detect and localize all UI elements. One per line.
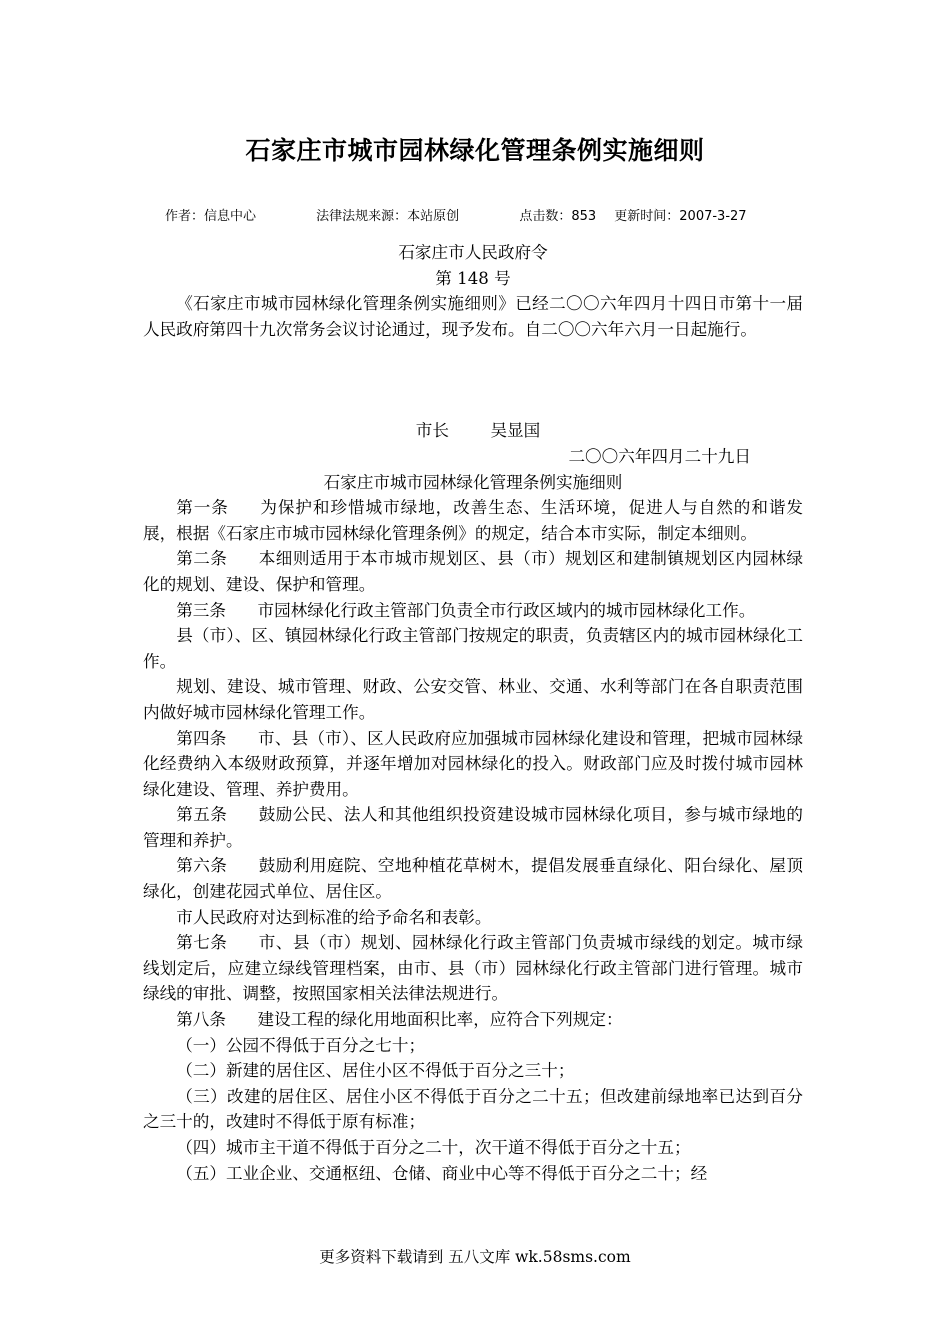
- article-paragraph: [143, 623, 803, 674]
- meta-source: 法律法规来源：本站原创: [316, 209, 460, 224]
- article-paragraph: [143, 802, 803, 853]
- article-label: 第六条: [176, 856, 228, 876]
- meta-clicks: 点击数：853: [519, 209, 597, 224]
- article-paragraph: [143, 1058, 803, 1084]
- order-number: 第 148 号: [435, 268, 511, 288]
- article-label: 第七条: [176, 933, 228, 953]
- article-paragraph: [143, 598, 803, 624]
- mayor-signature: [143, 418, 803, 444]
- document-body: [143, 240, 803, 1186]
- article-label: 第五条: [176, 805, 228, 825]
- article-label: 第一条: [176, 498, 229, 518]
- article-paragraph: [143, 930, 803, 1007]
- order-intro: 《石家庄市城市园林绿化管理条例实施细则》已经二〇〇六年四月十四日市第十一届人民政府第四十九次常务会议讨论通过，现予发布。自二〇〇六年六月一日起施行。: [143, 294, 803, 339]
- article-paragraph: [143, 1033, 803, 1059]
- article-paragraph: [143, 1007, 803, 1033]
- article-text: （五）工业企业、交通枢纽、仓储、商业中心等不得低于百分之二十；经: [176, 1163, 708, 1183]
- article-text: 鼓励公民、法人和其他组织投资建设城市园林绿化项目，参与城市绿地的管理和养护。: [143, 805, 803, 850]
- article-meta: [165, 205, 865, 224]
- footer-note: 更多资料下载请到 五八文库 wk.58sms.com: [319, 1248, 631, 1266]
- article-text: （一）公园不得低于百分之七十；: [176, 1035, 426, 1055]
- article-paragraph: [143, 1161, 803, 1187]
- article-label: 第四条: [176, 728, 227, 748]
- article-text: 市、县（市）规划、园林绿化行政主管部门负责城市绿线的划定。城市绿线划定后，应建立绿线管理档案，由市、县（市）园林绿化行政主管部门进行管理。城市绿线的审批、调整，按照国家相关法律法规进行。: [143, 933, 803, 1004]
- article-text: （四）城市主干道不得低于百分之二十，次干道不得低于百分之十五；: [176, 1138, 691, 1157]
- article-label: 第二条: [176, 549, 228, 569]
- article-text: 县（市）、区、镇园林绿化行政主管部门按规定的职责，负责辖区内的城市园林绿化工作。: [143, 626, 803, 671]
- article-label: 第三条: [176, 600, 226, 620]
- article-text: （三）改建的居住区、居住小区不得低于百分之二十五；但改建前绿地率已达到百分之三十的，改建时不得低于原有标准；: [143, 1086, 803, 1132]
- article-text: 规划、建设、城市管理、财政、公安交管、林业、交通、水利等部门在各自职责范围内做好城市园林绿化管理工作。: [143, 677, 803, 722]
- article-text: 市、县（市）、区人民政府应加强城市园林绿化建设和管理，把城市园林绿化经费纳入本级财政预算，并逐年增加对园林绿化的投入。财政部门应及时拨付城市园林绿化建设、管理、养护费用。: [143, 728, 804, 799]
- article-paragraph: [143, 674, 803, 725]
- article-paragraph: [143, 495, 803, 546]
- document-title: 石家庄市城市园林绿化管理条例实施细则: [245, 136, 705, 165]
- spacer: [143, 342, 803, 418]
- meta-updated: 更新时间：2007-3-27: [614, 209, 747, 224]
- article-paragraph: [143, 1135, 803, 1161]
- article-text: 市人民政府对达到标准的给予命名和表彰。: [176, 907, 492, 927]
- article-text: 市园林绿化行政主管部门负责全市行政区域内的城市园林绿化工作。: [257, 600, 756, 620]
- mayor-label: 市长: [415, 421, 449, 441]
- articles-list: [143, 495, 803, 1186]
- article-text: （二）新建的居住区、居住小区不得低于百分之三十；: [176, 1061, 575, 1081]
- article-text: 鼓励利用庭院、空地种植花草树木，提倡发展垂直绿化、阳台绿化、屋顶绿化，创建花园式单位、居住区。: [143, 856, 803, 902]
- regulation-title: 石家庄市城市园林绿化管理条例实施细则: [323, 472, 623, 492]
- article-label: 第八条: [176, 1010, 226, 1030]
- article-text: 为保护和珍惜城市绿地，改善生态、生活环境，促进人与自然的和谐发展，根据《石家庄市城市园林绿化管理条例》的规定，结合本市实际，制定本细则。: [143, 498, 803, 543]
- meta-author: 作者：信息中心: [165, 209, 257, 224]
- order-date: 二〇〇六年四月二十九日: [568, 446, 751, 466]
- article-paragraph: [143, 546, 803, 597]
- article-text: 建设工程的绿化用地面积比率，应符合下列规定：: [257, 1010, 623, 1030]
- mayor-name: 吴显国: [490, 421, 541, 441]
- article-paragraph: [143, 905, 803, 931]
- article-paragraph: [143, 726, 803, 803]
- order-issuer: 石家庄市人民政府令: [398, 243, 548, 262]
- article-text: 本细则适用于本市城市规划区、县（市）规划区和建制镇规划区内园林绿化的规划、建设、保护和管理。: [143, 549, 803, 594]
- article-paragraph: [143, 1084, 803, 1135]
- article-paragraph: [143, 853, 803, 904]
